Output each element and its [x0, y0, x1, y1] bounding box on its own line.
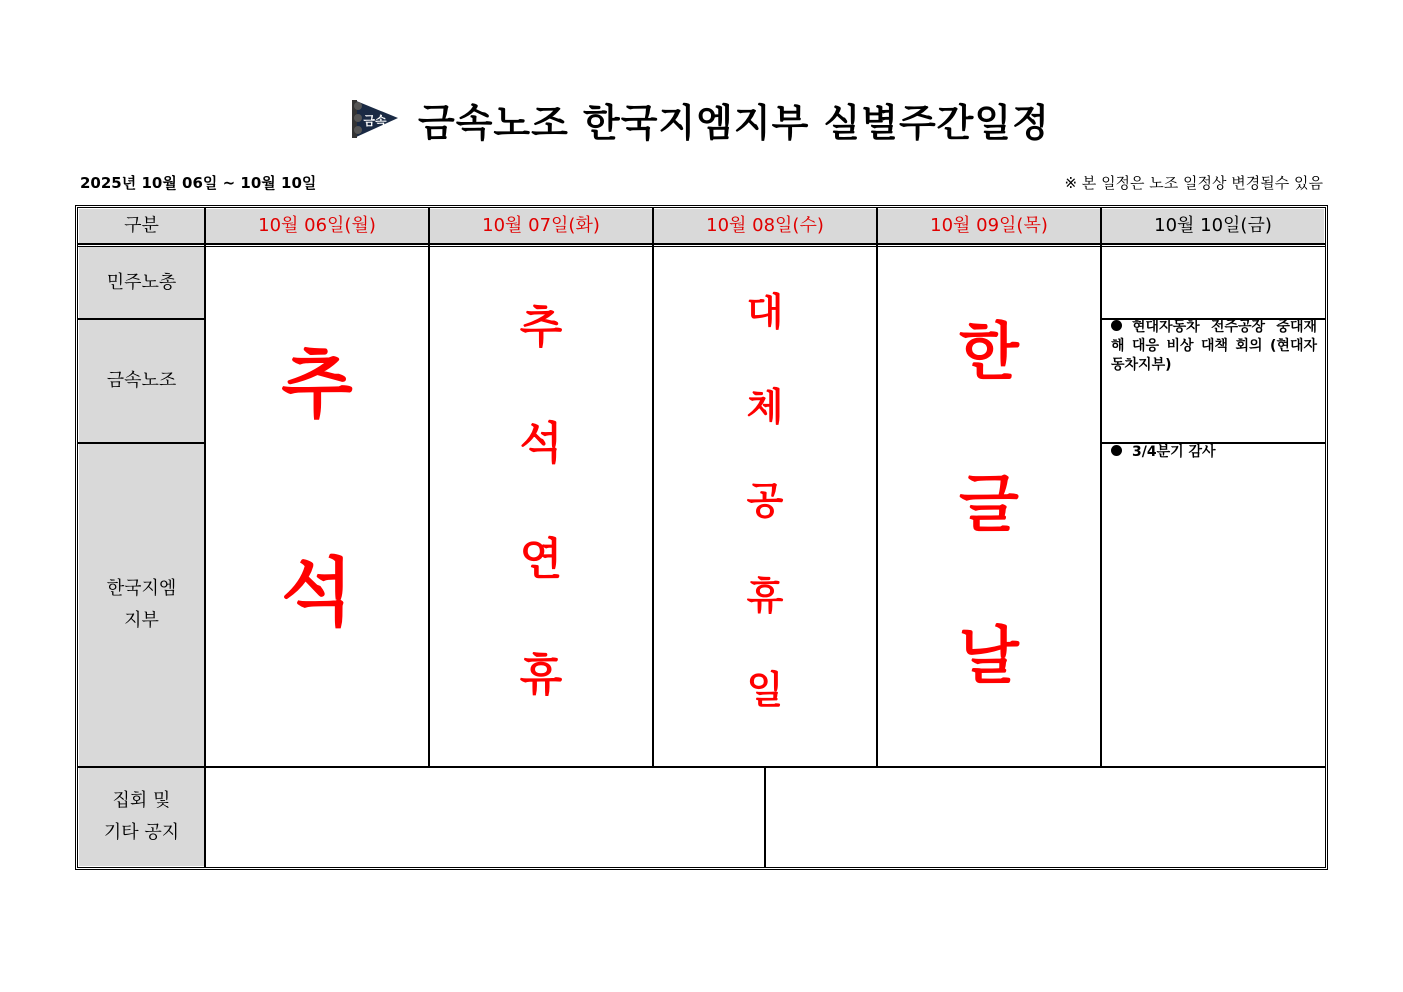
union-logo	[350, 96, 402, 142]
holiday-thu-char-1: 한	[959, 315, 1019, 388]
holiday-tue-char-1: 추	[519, 302, 563, 353]
week-period: 2025년 10월 06일 ~ 10월 10일	[80, 174, 317, 192]
holiday-thu-char-2: 글	[959, 467, 1019, 540]
holiday-wed-char-3: 공	[746, 479, 784, 523]
holiday-wed-char-1: 대	[746, 290, 784, 334]
schedule-notice: ※ 본 일정은 노조 일정상 변경될수 있음	[1064, 174, 1323, 192]
fri-metal-union-text: 현대자동차 전주공장 중대재해 대응 비상 대책 회의 (현대자동차지부)	[1111, 319, 1317, 373]
header-day-tue: 10월 07일(화)	[482, 215, 600, 236]
bullet-icon	[1111, 445, 1122, 456]
page-title: 금속노조 한국지엠지부 실별주간일정	[418, 101, 1050, 145]
row-label-metal-union: 금속노조	[106, 370, 177, 391]
holiday-mon-char-2: 석	[281, 550, 353, 636]
row-label-assembly-notice: 집회 및 기타 공지	[103, 790, 180, 843]
header-day-mon: 10월 06일(월)	[258, 215, 376, 236]
fri-gm-branch-note	[1111, 443, 1317, 462]
header-day-wed: 10월 08일(수)	[706, 215, 824, 236]
fri-gm-branch-text: 3/4분기 감사	[1132, 444, 1216, 460]
holiday-tue-char-4: 휴	[519, 650, 563, 701]
row-label-kctu: 민주노총	[106, 271, 177, 293]
header-day-fri: 10월 10일(금)	[1154, 215, 1272, 236]
header-day-thu: 10월 09일(목)	[930, 215, 1048, 236]
holiday-wed-char-5: 일	[746, 668, 784, 712]
holiday-tue-char-2: 석	[519, 418, 563, 469]
holiday-wed-char-2: 체	[746, 385, 784, 429]
bullet-icon	[1111, 320, 1122, 331]
holiday-tue-char-3: 연	[519, 534, 563, 585]
holiday-wed-char-4: 휴	[746, 574, 784, 618]
logo-text: 금속	[363, 114, 387, 128]
fri-metal-union-note	[1111, 318, 1317, 375]
holiday-mon-char-1: 추	[281, 342, 353, 428]
header-category: 구분	[124, 215, 159, 236]
holiday-thu-char-3: 날	[959, 619, 1019, 692]
row-label-gm-branch: 한국지엠 지부	[106, 578, 177, 631]
